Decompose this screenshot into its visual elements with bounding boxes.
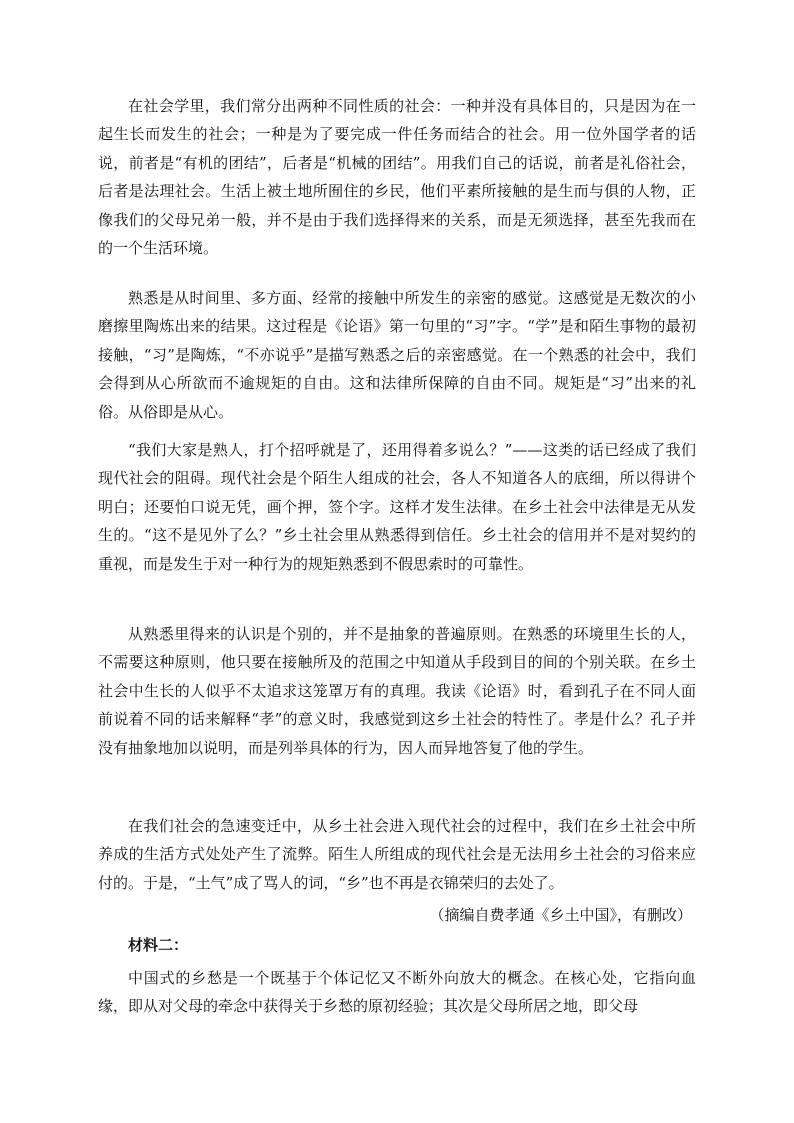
paragraph-familiarity: 熟悉是从时间里、多方面、经常的接触中所发生的亲密的感觉。这感觉是无数次的小磨擦里陶炼出来的结果。这过程是《论语》第一句里的“习”字。“学”是和陌生事物的最初接触，“习”是陶炼，“不亦说乎”是描写熟悉之后的亲密感觉。在一个熟悉的社会中，我们会得到从心所欲而不逾规矩的自由。这和法律所保障的自由不同。规矩是“习”出来的礼俗。从俗即是从心。 xyxy=(98,289,696,421)
paragraph-individual-knowledge: 从熟悉里得来的认识是个别的，并不是抽象的普遍原则。在熟悉的环境里生长的人，不需要这种原则，他只要在接触所及的范围之中知道从手段到目的间的个别关联。在乡土社会中生长的人似乎不太追求这笼罩万有的真理。我读《论语》时，看到孔子在不同人面前说着不同的话来解释“孝”的意义时，我感觉到这乡土社会的特性了。孝是什么？孔子并没有抽象地加以说明，而是列举具体的行为，因人而异地答复了他的学生。 xyxy=(98,625,696,757)
section-heading: 材料二： xyxy=(128,936,189,954)
source-note: （摘编自费孝通《乡土中国》，有删改） xyxy=(429,906,692,924)
paragraph-rapid-change: 在我们社会的急速变迁中，从乡土社会进入现代社会的过程中，我们在乡土社会中所养成的生活方式处处产生了流弊。陌生人所组成的现代社会是无法用乡土社会的习俗来应付的。于是，“土气”成了骂人的词，“乡”也不再是衣锦荣归的去处了。 xyxy=(98,817,696,892)
paragraph-rural-vs-urban-society: 在社会学里，我们常分出两种不同性质的社会：一种并没有具体目的，只是因为在一起生长而发生的社会；一种是为了要完成一件任务而结合的社会。用一位外国学者的话说，前者是“有机的团结”，后者是“机械的团结”。用我们自己的话说，前者是礼俗社会，后者是法理社会。生活上被土地所囿住的乡民，他们平素所接触的是生而与俱的人物，正像我们的父母兄弟一般，并不是由于我们选择得来的关系，而是无须选择，甚至先我而在的一个生活环境。 xyxy=(98,97,696,258)
paragraph-acquaintances: “我们大家是熟人，打个招呼就是了，还用得着多说么？”——这类的话已经成了我们现代社会的阻碍。现代社会是个陌生人组成的社会，各人不知道各人的底细，所以得讲个明白；还要怕口说无凭，画个押，签个字。这样才发生法律。在乡土社会中法律是无从发生的。“这不是见外了么？”乡土社会里从熟悉得到信任。乡土社会的信用并不是对契约的重视，而是发生于对一种行为的规矩熟悉到不假思索时的可靠性。 xyxy=(98,441,696,573)
paragraph-homesickness: 中国式的乡愁是一个既基于个体记忆又不断外向放大的概念。在核心处，它指向血缘，即从对父母的牵念中获得关于乡愁的原初经验；其次是父母所居之地，即父母 xyxy=(98,969,696,1016)
